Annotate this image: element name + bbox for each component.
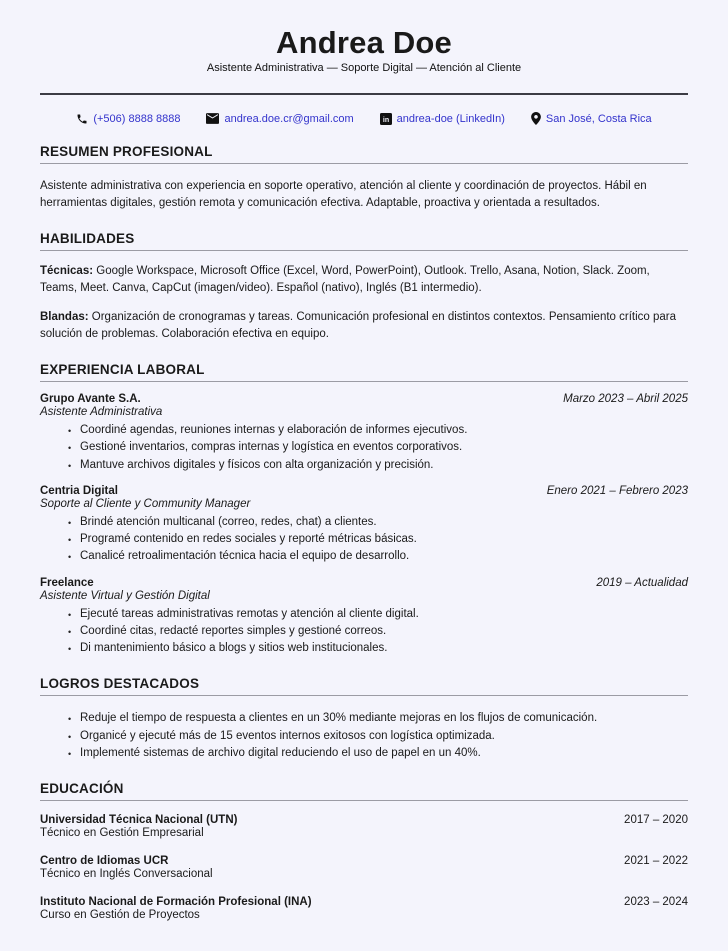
skill-category: Técnicas: [40,265,94,278]
section-experiencia [40,362,688,657]
education-degree: Técnico en Gestión Empresarial [40,827,204,840]
job-header-row [40,393,688,405]
svg-text:in: in [382,116,389,124]
linkedin-link[interactable] [380,113,505,125]
job-role: Asistente Administrativa [40,406,163,419]
contact-label: San José, Costa Rica [545,112,652,125]
job-company: Grupo Avante S.A. [40,393,141,406]
job-dates: Enero 2021 – Febrero 2023 [546,484,688,497]
job-role: Asistente Virtual y Gestión Digital [40,589,210,602]
section-heading-resumen: RESUMEN PROFESIONAL [40,144,688,164]
education-list [40,814,688,921]
skill-line [40,263,688,297]
job-entry [40,393,688,474]
person-name: Andrea Doe [276,25,452,60]
skill-category: Blandas: [40,311,89,324]
job-bullets [40,422,688,474]
job-header-row [40,577,688,589]
section-heading-experiencia: EXPERIENCIA LABORAL [40,362,688,382]
section-heading-educacion: EDUCACIÓN [40,781,688,801]
education-degree: Curso en Gestión de Proyectos [40,909,200,922]
header-divider [40,93,688,95]
job-bullet: • Mantuve archivos digitales y físicos con alta organización y precisión. [68,457,688,474]
location-link[interactable] [531,112,652,125]
job-company: Freelance [40,576,94,589]
education-dates: 2021 – 2022 [624,855,688,868]
education-school: Universidad Técnica Nacional (UTN) [40,814,238,827]
skills-list [40,263,688,343]
jobs-list [40,393,688,657]
job-bullet: • Di mantenimiento básico a blogs y sitios web institucionales. [68,640,688,657]
education-header-row [40,896,688,908]
location-icon [531,112,541,125]
contact-row [40,112,688,125]
logro-bullet: • Organicé y ejecuté más de 15 eventos internos exitosos con logística optimizada. [68,728,688,745]
resumen-text: Asistente administrativa con experiencia en soporte operativo, atención al cliente y coordinación de proyectos. Hábil en herramientas digitales, gestión remota y comunicación efectiva. Adaptable, proactiva y orientada a resultados. [40,180,647,210]
education-entry [40,814,688,839]
linkedin-icon [380,113,392,125]
education-dates: 2017 – 2020 [624,814,688,827]
section-heading-logros: LOGROS DESTACADOS [40,676,688,696]
contact-label: (+506) 8888 8888 [93,112,181,125]
education-header-row [40,855,688,867]
job-bullet: • Ejecuté tareas administrativas remotas y atención al cliente digital. [68,606,688,623]
job-bullets [40,606,688,658]
section-resumen [40,144,688,212]
job-entry [40,485,688,566]
contact-label: andrea-doe (LinkedIn) [396,112,505,125]
job-bullet: • Canalicé retroalimentación técnica hacia el equipo de desarrollo. [68,548,688,565]
logros-list [40,710,688,762]
job-bullet: • Gestioné inventarios, compras internas y logística en eventos corporativos. [68,439,688,456]
education-school: Centro de Idiomas UCR [40,855,169,868]
section-habilidades [40,231,688,343]
job-bullet: • Coordiné agendas, reuniones internas y elaboración de informes ejecutivos. [68,422,688,439]
job-bullets [40,514,688,566]
section-educacion [40,781,688,921]
education-entry [40,855,688,880]
skill-text: Organización de cronogramas y tareas. Comunicación profesional en distintos contextos. Pensamiento crítico para solución de problemas. Colaboración efectiva en equipo. [40,311,677,341]
job-dates: 2019 – Actualidad [596,576,688,589]
education-entry [40,896,688,921]
logro-bullet: • Implementé sistemas de archivo digital reduciendo el uso de papel en un 40%. [68,745,688,762]
logro-bullet: • Reduje el tiempo de respuesta a clientes en un 30% mediante mejoras en los flujos de comunicación. [68,710,688,727]
phone-icon [76,113,88,125]
job-role: Soporte al Cliente y Community Manager [40,497,251,510]
phone-link[interactable] [76,113,180,125]
job-bullet: • Coordiné citas, redacté reportes simples y gestioné correos. [68,623,688,640]
contact-label: andrea.doe.cr@gmail.com [224,112,354,125]
skill-text: Google Workspace, Microsoft Office (Excel, Word, PowerPoint), Outlook. Trello, Asana, Notion, Slack. Zoom, Teams, Meet. Canva, CapCut (imagen/video). Español (nativo), Inglés (B1 intermedio). [40,265,650,295]
section-logros [40,676,688,762]
job-entry [40,577,688,658]
education-school: Instituto Nacional de Formación Profesional (INA) [40,896,312,909]
job-bullet: • Brindé atención multicanal (correo, redes, chat) a clientes. [68,514,688,531]
education-dates: 2023 – 2024 [624,896,688,909]
section-heading-habilidades: HABILIDADES [40,231,688,251]
job-company: Centria Digital [40,484,118,497]
job-dates: Marzo 2023 – Abril 2025 [563,393,688,406]
education-degree: Técnico en Inglés Conversacional [40,868,213,881]
job-header-row [40,485,688,497]
email-link[interactable] [206,113,353,125]
skill-line [40,309,688,343]
email-icon [206,113,219,124]
education-header-row [40,814,688,826]
person-subtitle: Asistente Administrativa — Soporte Digital — Atención al Cliente [206,62,522,75]
job-bullet: • Programé contenido en redes sociales y reporté métricas básicas. [68,531,688,548]
